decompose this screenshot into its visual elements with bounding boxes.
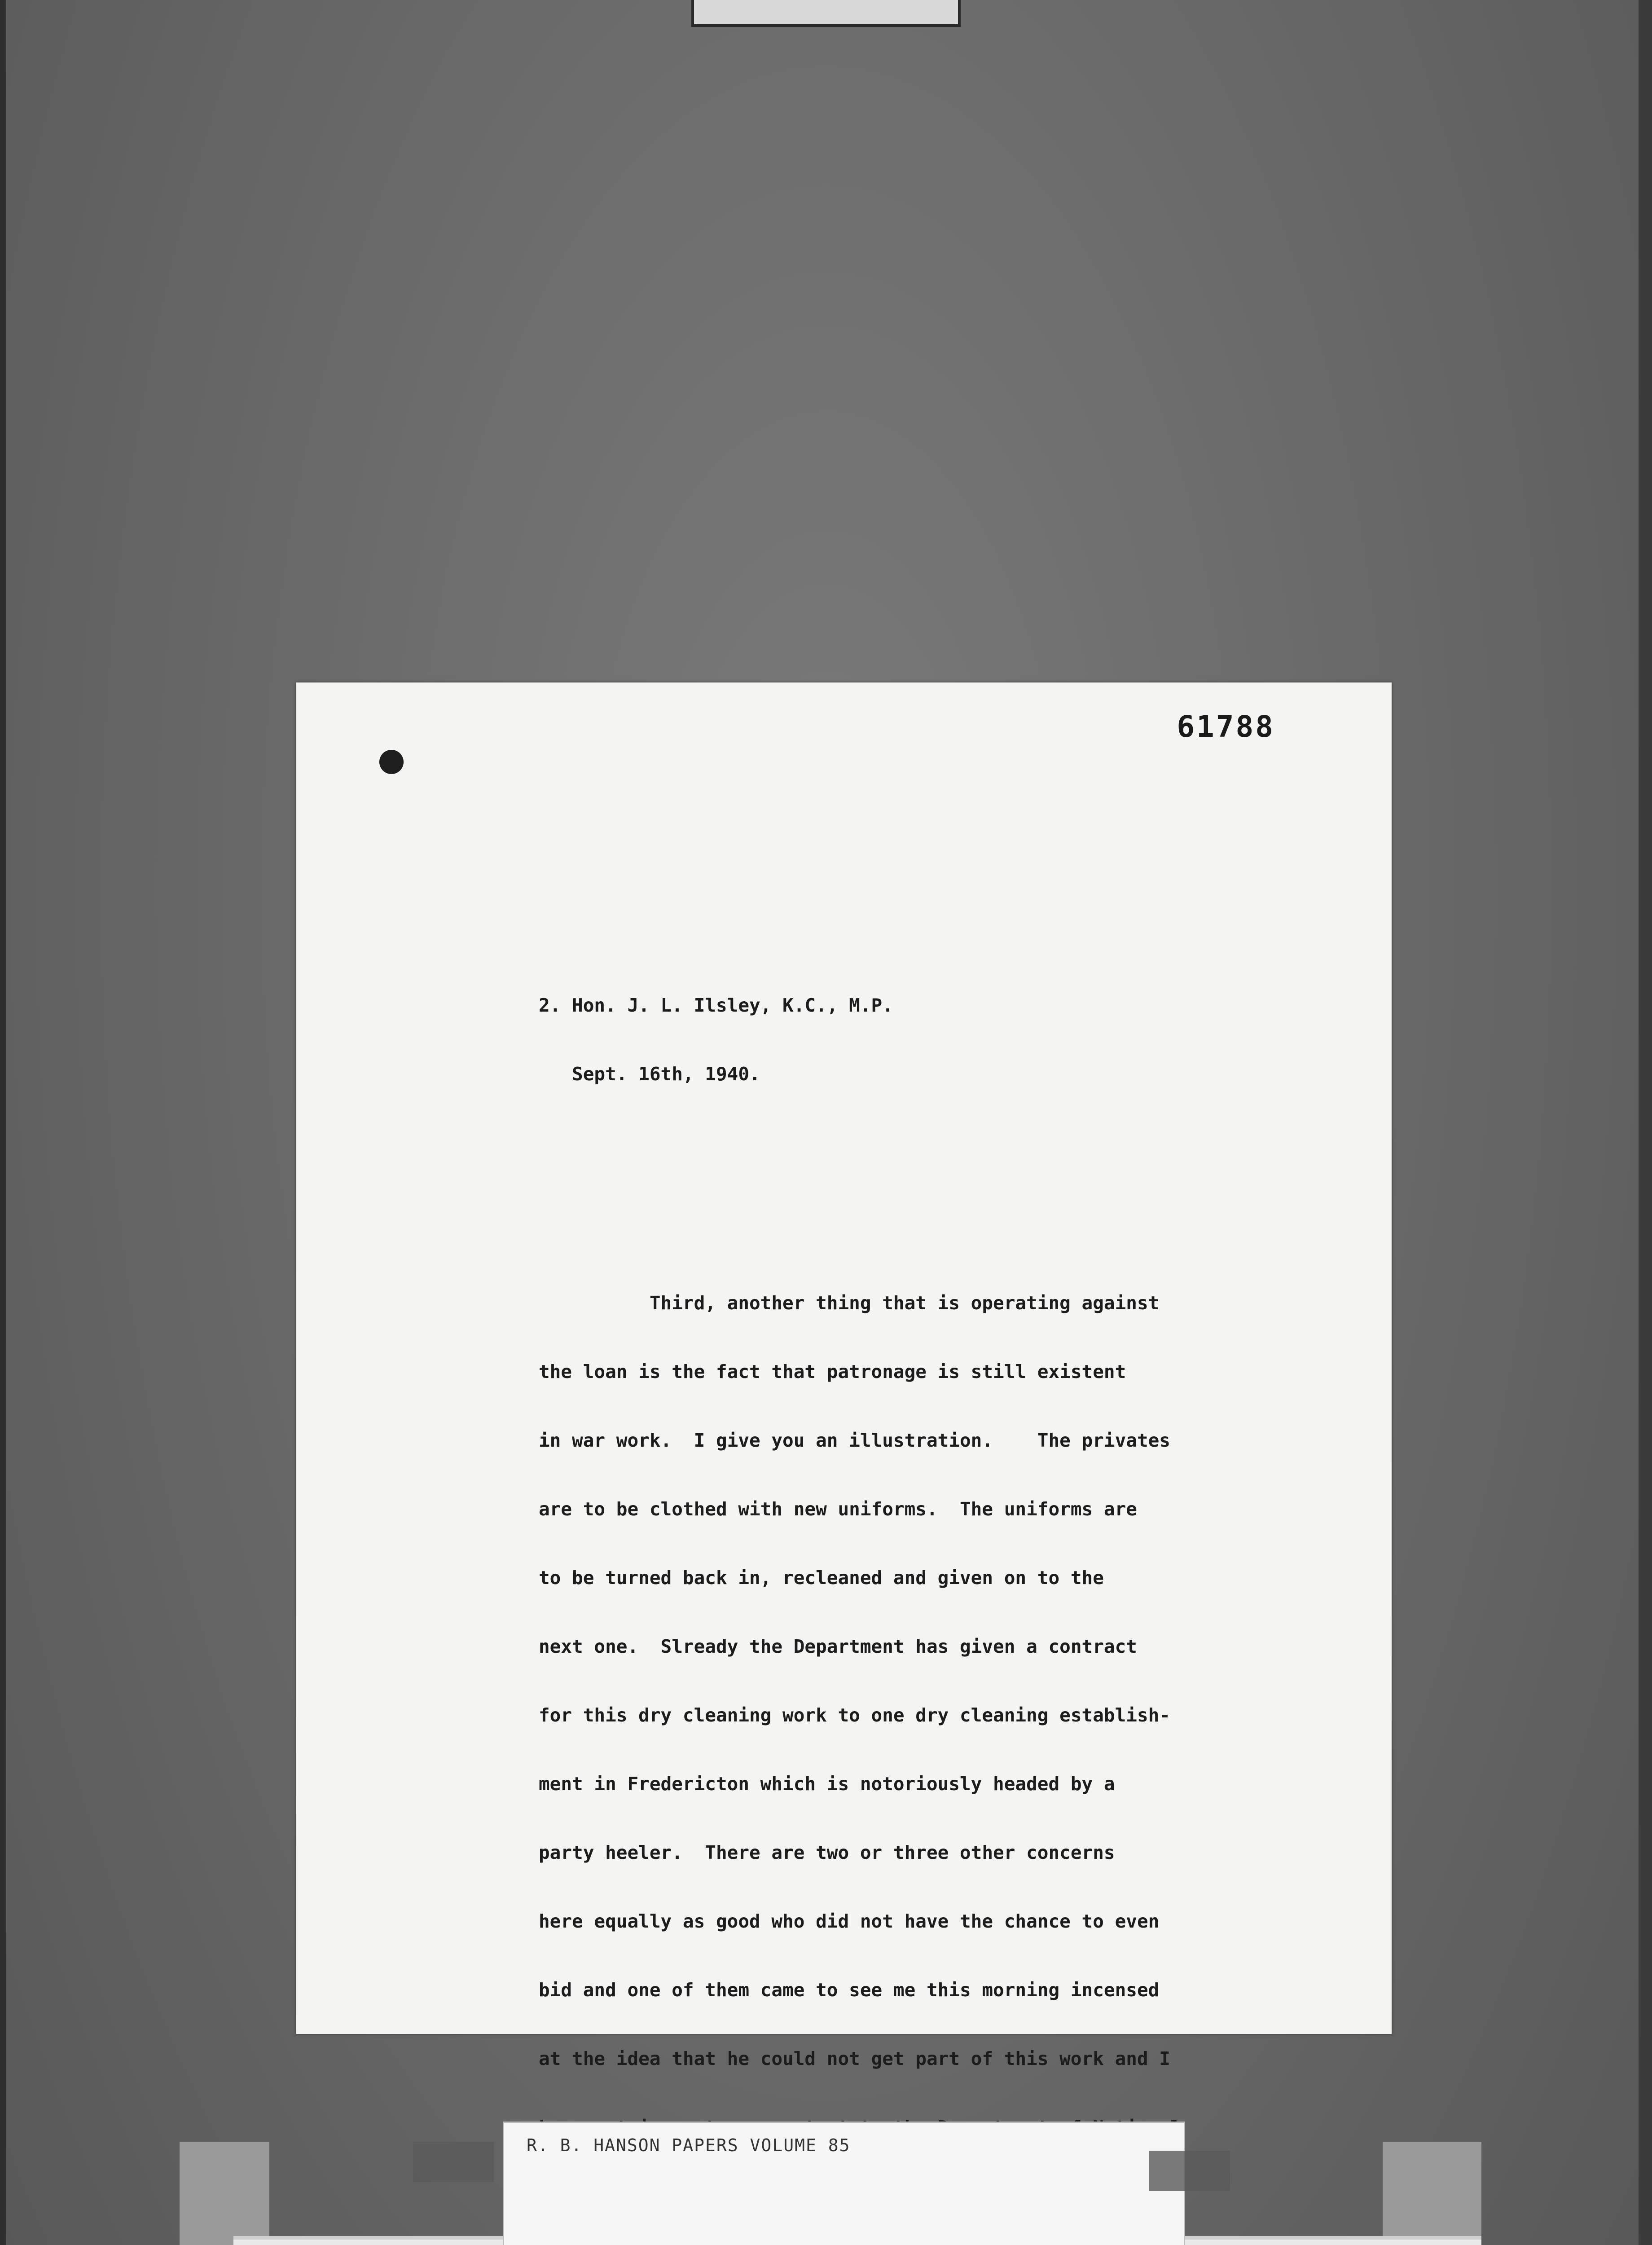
tape-piece xyxy=(413,2142,494,2182)
paragraph-line: are to be clothed with new uniforms. The uniforms are xyxy=(539,1498,1137,1520)
paragraph-line: at the idea that he could not get part of this work and I xyxy=(539,2048,1170,2069)
paragraph-line: in war work. I give you an illustration. The privates xyxy=(539,1430,1170,1451)
paragraph-line: ment in Fredericton which is notoriously headed by a xyxy=(539,1773,1115,1795)
letter-body xyxy=(539,902,1401,2245)
document-number: 61788 xyxy=(1177,709,1275,744)
punch-hole xyxy=(379,750,404,774)
paragraph-line: the loan is the fact that patronage is still existent xyxy=(539,1361,1126,1382)
paragraph-line: bid and one of them came to see me this morning incensed xyxy=(539,1979,1160,2001)
paragraph-line: for this dry cleaning work to one dry cleaning establish- xyxy=(539,1704,1170,1726)
paragraph-line: to be turned back in, recleaned and given on to the xyxy=(539,1567,1104,1589)
stamp-clip-left xyxy=(180,2142,269,2245)
paragraph-1 xyxy=(539,1246,1401,2245)
volume-label-card xyxy=(503,2122,1185,2245)
top-mount-tab xyxy=(691,0,961,27)
volume-label-text: R. B. HANSON PAPERS VOLUME 85 xyxy=(527,2135,851,2155)
paragraph-line: Third, another thing that is operating against xyxy=(539,1292,1160,1314)
film-edge-left xyxy=(0,0,6,2245)
stamp-clip-right xyxy=(1383,2142,1481,2245)
recipient-line: 2. Hon. J. L. Ilsley, K.C., M.P. xyxy=(539,995,893,1016)
letter-header xyxy=(539,948,1401,1131)
tape-piece xyxy=(1149,2151,1230,2191)
paragraph-line: party heeler. There are two or three other concerns xyxy=(539,1842,1115,1863)
paragraph-line: next one. Slready the Department has given a contract xyxy=(539,1636,1137,1657)
paragraph-line: here equally as good who did not have the chance to even xyxy=(539,1910,1160,1932)
film-edge-right xyxy=(1639,0,1652,2245)
date-line: Sept. 16th, 1940. xyxy=(539,1063,760,1085)
letter-page xyxy=(296,682,1392,2069)
